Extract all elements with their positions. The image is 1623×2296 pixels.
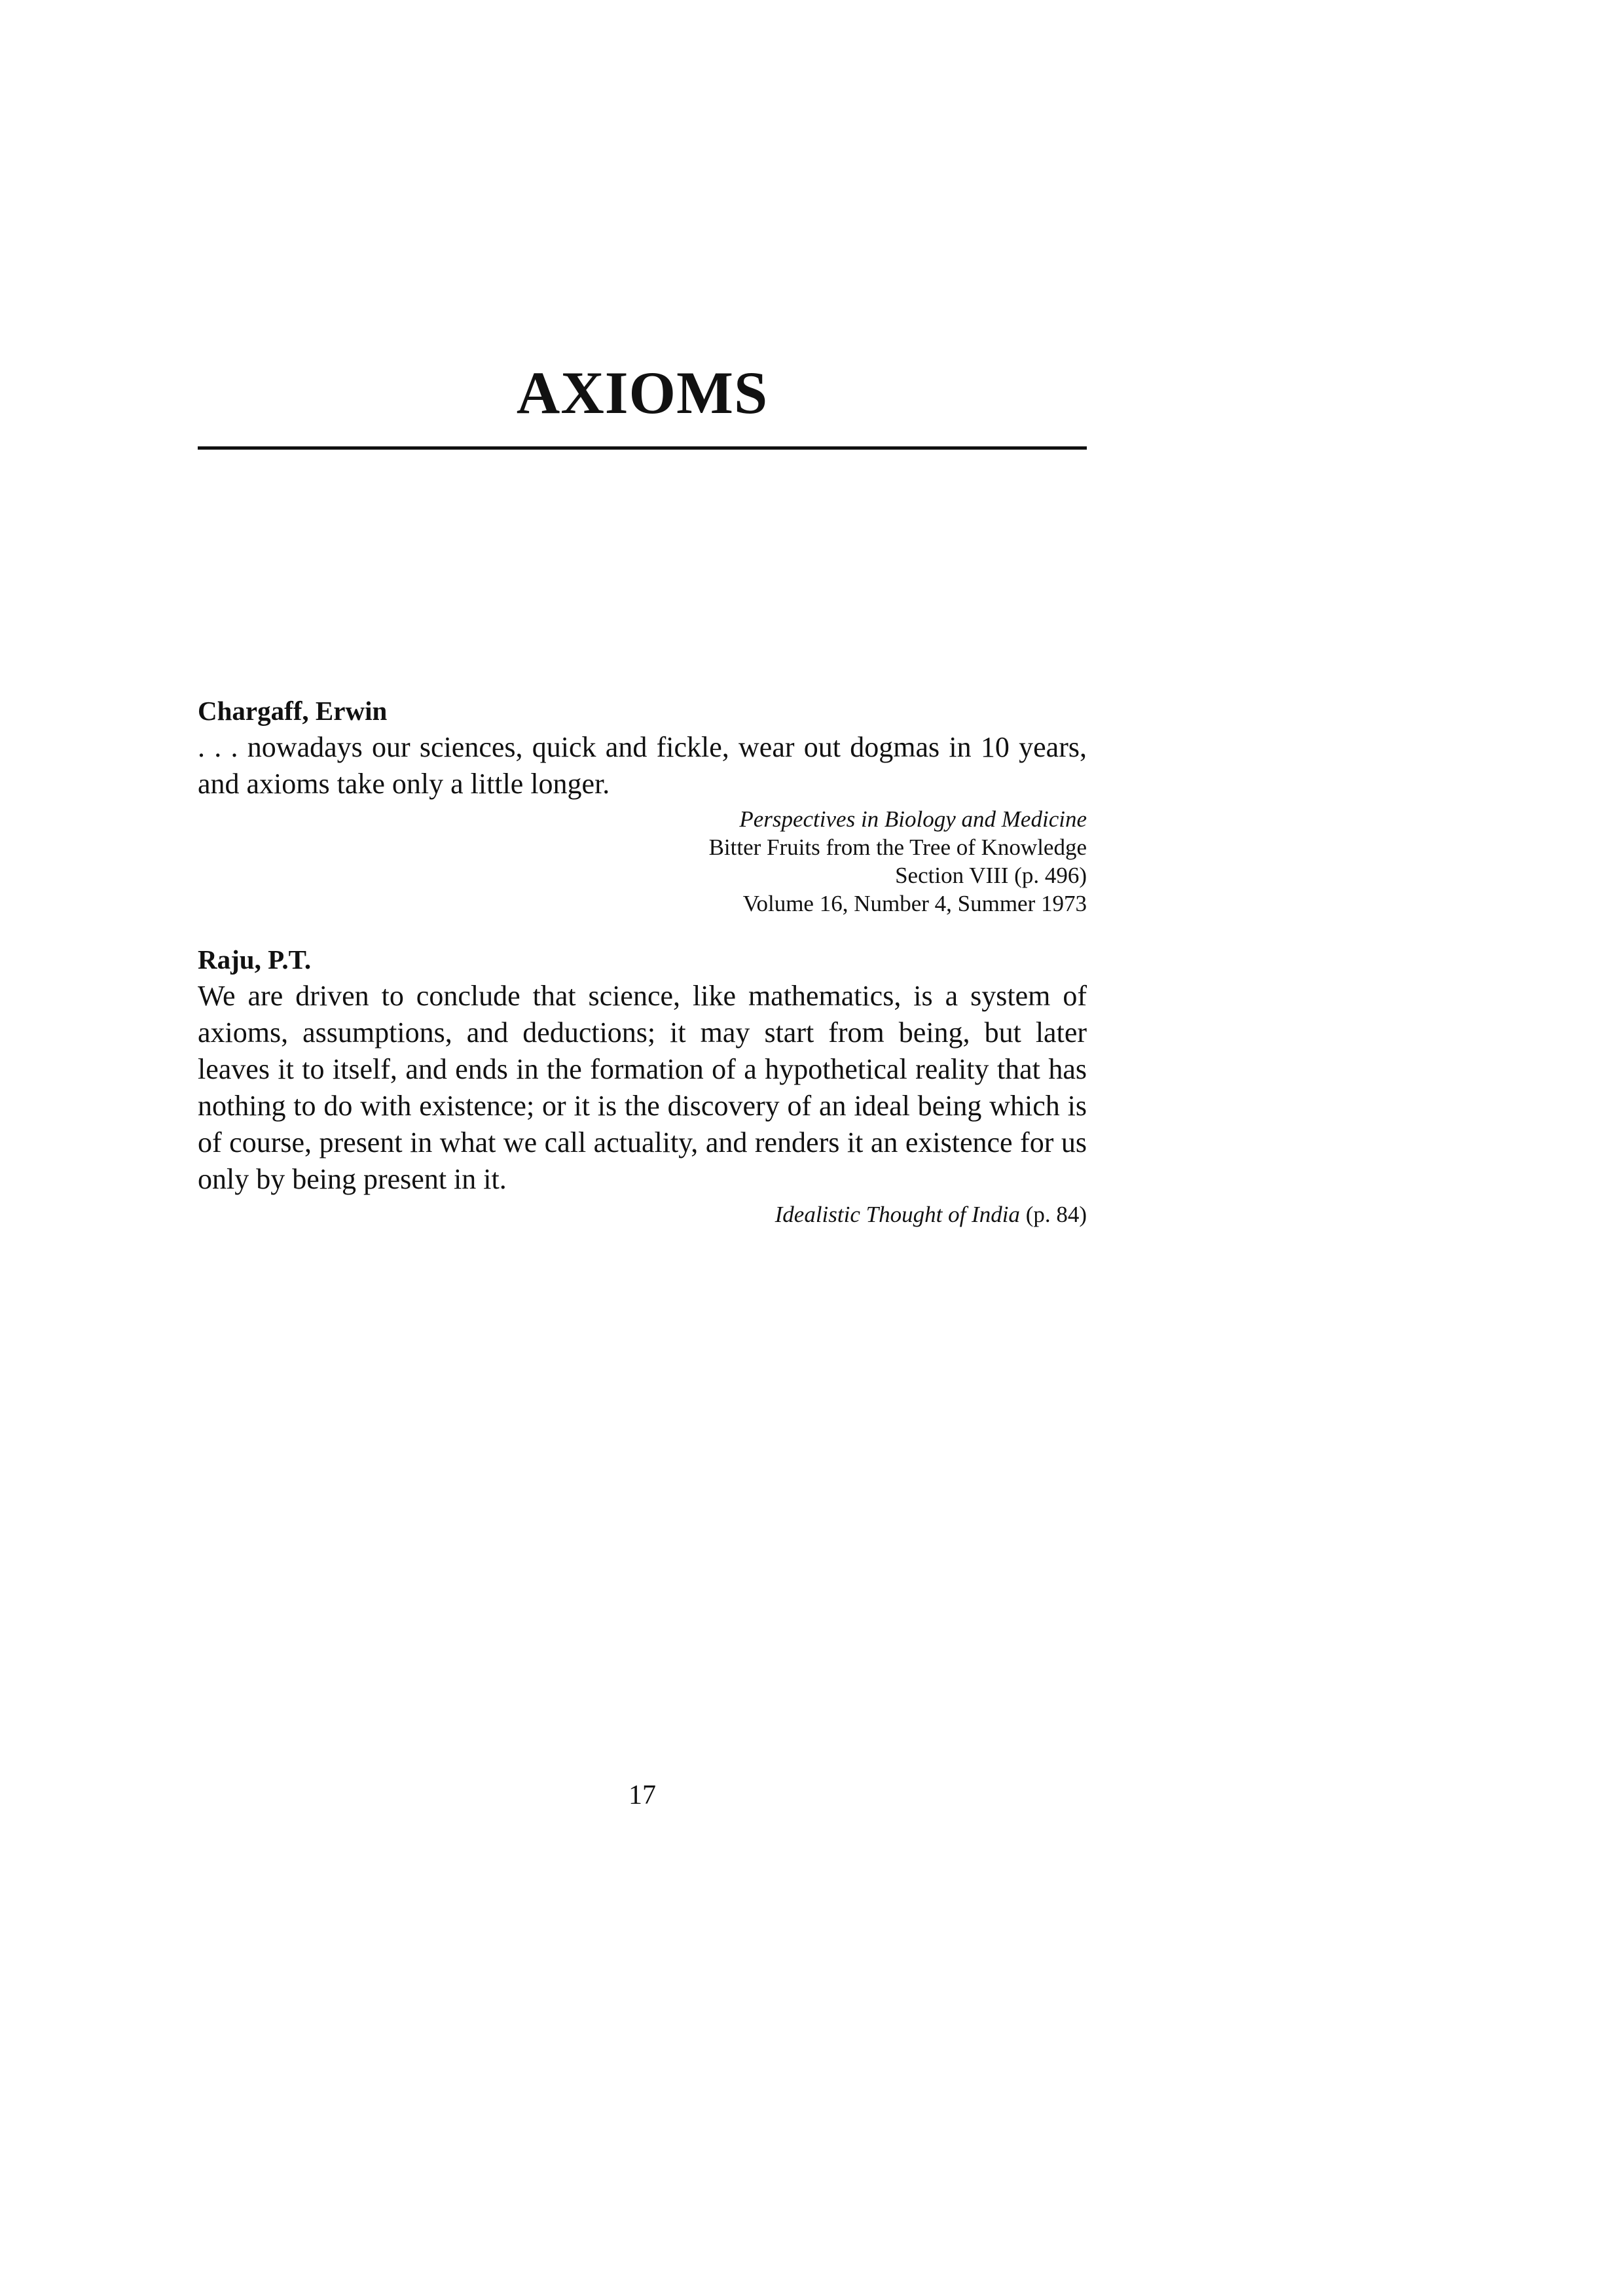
quote-entry (198, 692, 1087, 918)
source-publication: Perspectives in Biology and Medicine (739, 806, 1087, 832)
entry-author: Raju, P.T. (198, 944, 312, 975)
entry-quote: We are driven to conclude that science, like mathematics, is a system of axioms, assumptions, and deductions; it may start from being, but later leaves it to itself, and ends in the formation of a hypothetical reality that has nothing to do with existence; or it is the discovery of an ideal being which is of course, present in what we call actuality, and renders it an existence for us only by being present in it. (198, 980, 1087, 1195)
source-book: Idealistic Thought of India (775, 1202, 1020, 1227)
page-number: 17 (629, 1780, 656, 1810)
entry-author: Chargaff, Erwin (198, 696, 388, 726)
entry-source (198, 805, 1087, 918)
entry-quote: . . . nowadays our sciences, quick and fickle, wear out dogmas in 10 years, and axioms take only a little longer. (198, 731, 1087, 800)
source-issue: Volume 16, Number 4, Summer 1973 (742, 891, 1087, 916)
source-article: Bitter Fruits from the Tree of Knowledge (708, 834, 1087, 860)
quote-entry (198, 941, 1087, 1229)
entry-source (198, 1200, 1087, 1229)
source-section: Section VIII (p. 496) (895, 863, 1087, 888)
chapter-title: AXIOMS (516, 359, 769, 426)
title-divider (198, 446, 1087, 450)
source-citation (198, 1200, 1087, 1229)
source-page: (p. 84) (1025, 1202, 1087, 1227)
